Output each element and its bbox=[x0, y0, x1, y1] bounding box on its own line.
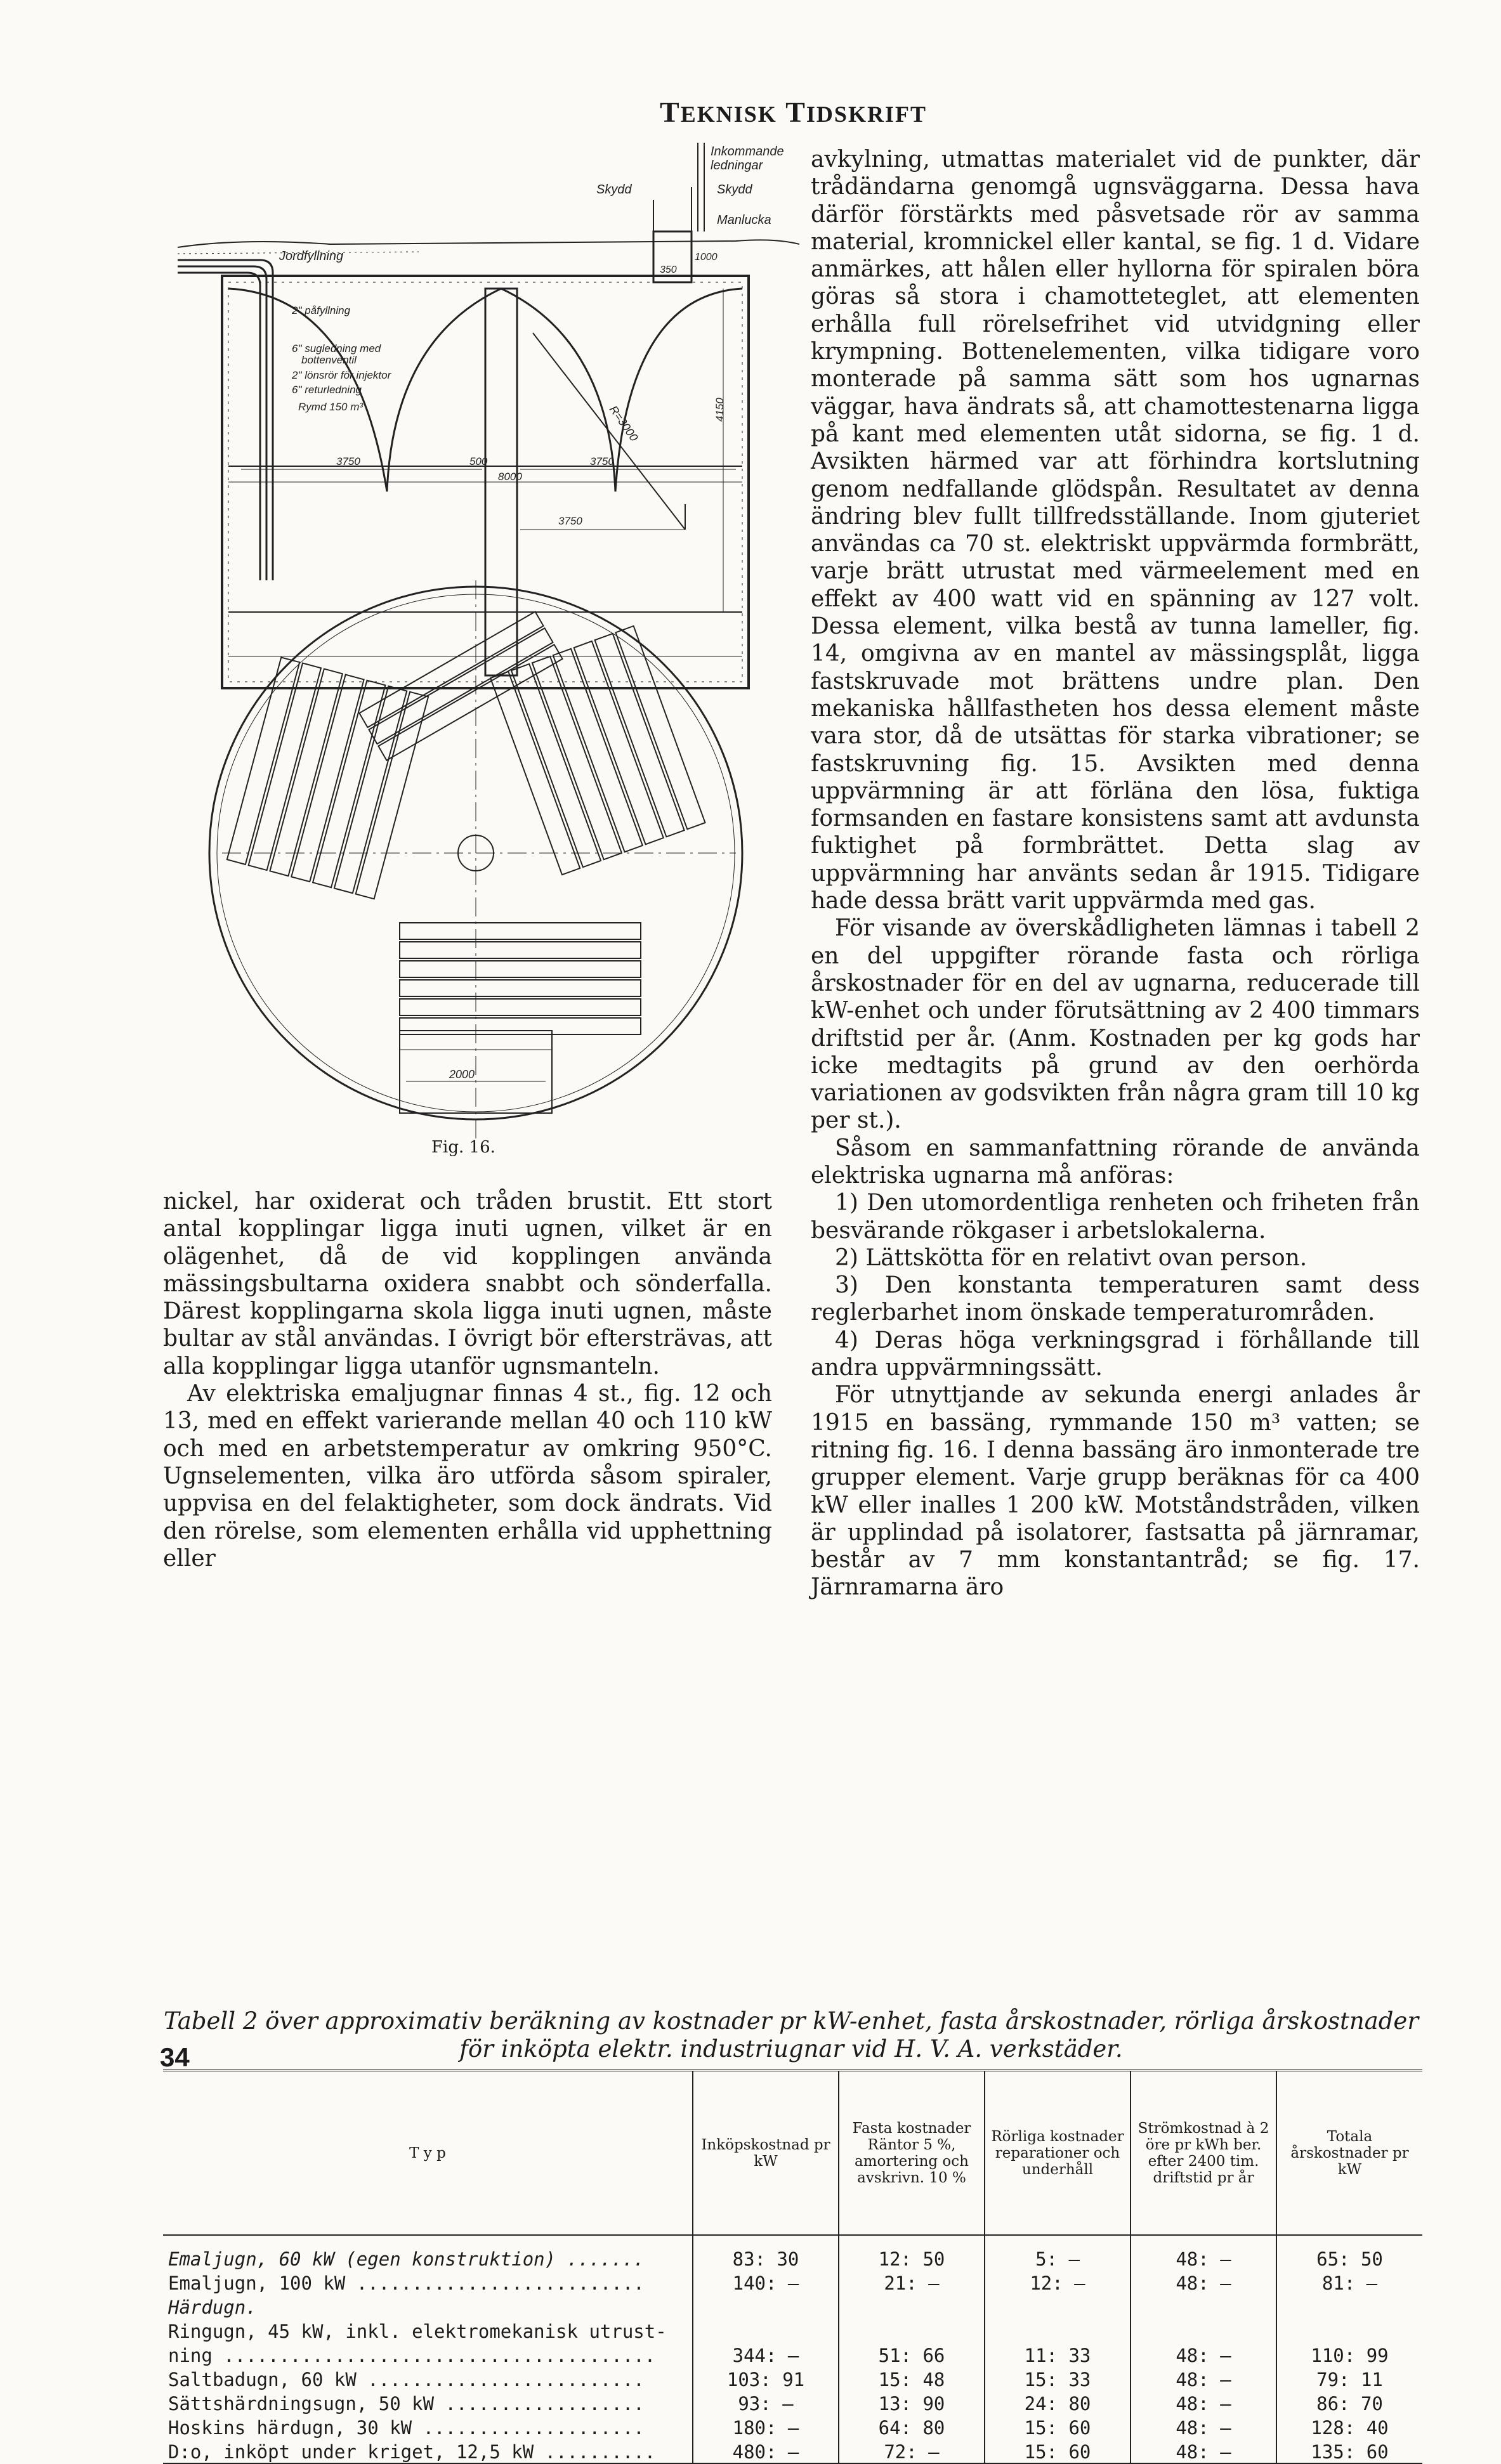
table-cell: 344: — bbox=[693, 2342, 839, 2366]
label-d1000: 1000 bbox=[695, 252, 718, 263]
label-skydd-right: Skydd bbox=[717, 183, 752, 197]
table-cell: 12: 50 bbox=[839, 2246, 985, 2270]
list-item: 4) Deras höga verkningsgrad i förhållande till andra uppvärmningssätt. bbox=[811, 1327, 1420, 1381]
table-cell: 83: 30 bbox=[693, 2246, 839, 2270]
table-cell-type: D:o, inköpt under kriget, 12,5 kW .......... bbox=[163, 2439, 693, 2463]
table-cell: 12: — bbox=[985, 2270, 1131, 2294]
column-header: Totala årskostnader pr kW bbox=[1276, 2070, 1422, 2235]
label-sugledning-1: 6" sugledning med bbox=[292, 342, 381, 355]
table-cell: 13: 90 bbox=[839, 2390, 985, 2415]
label-d4150: 4150 bbox=[714, 398, 726, 422]
table-cell-type: Saltbadugn, 60 kW ......................... bbox=[168, 2369, 645, 2390]
table-cell: 180: — bbox=[693, 2415, 839, 2439]
table-cell bbox=[693, 2294, 839, 2318]
table-cell: 5: — bbox=[985, 2246, 1131, 2270]
label-d2000: 2000 bbox=[449, 1068, 475, 1081]
table-row bbox=[163, 2246, 1422, 2270]
table-cell: 15: 60 bbox=[985, 2415, 1131, 2439]
right-column bbox=[811, 146, 1420, 1601]
label-d3750a: 3750 bbox=[336, 455, 360, 467]
table-cell bbox=[839, 2294, 985, 2318]
column-header: Fasta kostnader Räntor 5 %, amortering och avskrivn. 10 % bbox=[839, 2070, 985, 2235]
paragraph: Av elektriska emaljugnar finnas 4 st., fig. 12 och 13, med en effekt varierande mellan 40 och 110 kW och med en arbetstemperatur av omkring 950°C. Ugnselementen, vilka äro utförda såsom spiraler, uppvisa en del felaktigheter, som dock ändrats. Vid den rörelse, som elementen erhålla vid upphettning eller bbox=[163, 1381, 772, 1572]
table-row bbox=[163, 2439, 1422, 2463]
table-cell: 72: — bbox=[839, 2439, 985, 2463]
table-cell bbox=[693, 2318, 839, 2342]
label-manlucka: Manlucka bbox=[717, 213, 771, 227]
paragraph: För utnyttjande av sekunda energi anlades år 1915 en bassäng, rymmande 150 m³ vatten; se ritning fig. 16. I denna bassäng äro inmonterade tre grupper element. Varje grupp beräknas för ca 400 kW eller inalles 1 200 kW. Motståndstråden, vilken är upplindad på isolatorer, fastsatta på järnramar, består av 7 mm konstantantråd; se fig. 17. Järnramarna äro bbox=[811, 1382, 1420, 1601]
label-rymd: Rymd 150 m³ bbox=[298, 401, 364, 413]
label-inkommande: Inkommande bbox=[711, 145, 784, 159]
figure-caption: Fig. 16. bbox=[431, 1138, 495, 1157]
table-cell: 48: — bbox=[1131, 2342, 1276, 2366]
table-cell: 140: — bbox=[693, 2270, 839, 2294]
paragraph: avkylning, utmattas materialet vid de punkter, där trådändarna genomgå ugnsväggarna. Dessa hava därför förstärkts med påsvetsade rör av samma material, kromnickel eller kantal, se fig. 1 d. Vidare anmärkes, att hålen eller hyllorna för spiralen böra göras så stora i chamotteteglet, att elementen erhålla full rörelsefrihet vid utvidgning eller krympning. Bottenelementen, vilka tidigare voro monterade på samma sätt som hos ugnarnas väggar, hava ändrats så, att chamottestenarna ligga på kant med elementen utåt sidorna, se fig. 1 d. Avsikten härmed var att förhindra kortslutning genom nedfallande glödspån. Resultatet av denna ändring blev fullt tillfredsställande. Inom gjuteriet användas ca 70 st. elektriskt uppvärmda formbrätt, varje brätt utrustat med värmeelement med en effekt av 400 watt vid en spänning av 127 volt. Dessa element, vilka bestå av tunna lameller, fig. 14, omgivna av en mantel av mässingsplåt, ligga fastskruvade mot brättens undre plan. Den mekaniska hållfastheten hos dessa element måste vara stor, då de utsättas för starka vibrationer; se fastskruvning fig. 15. Avsikten med denna uppvärmning är att förläna den lösa, fuktiga formsanden en fastare konsistens samt att avdunsta fuktighet på formbrättet. Detta slag av uppvärmning har använts sedan år 1915. Tidigare hade dessa brätt varit uppvärmda med gas. bbox=[811, 147, 1420, 915]
table-row bbox=[163, 2342, 1422, 2366]
table-cell-type: Emaljugn, 60 kW (egen konstruktion) ....... bbox=[168, 2248, 645, 2270]
label-r3000: R=3000 bbox=[606, 403, 641, 444]
column-header: T y p bbox=[163, 2070, 693, 2235]
table-cell: 86: 70 bbox=[1276, 2390, 1422, 2415]
paragraph: nickel, har oxiderat och tråden brustit. Ett stort antal kopplingar ligga inuti ugnen, vilket är en olägenhet, då de vid kopplingen använda mässingsbultarna oxidera snabbt och sönderfalla. Därest kopplingarna skola ligga inuti ugnen, måste bultar av stål användas. I övrigt bör eftersträvas, att alla kopplingar ligga utanför ugnsmanteln. bbox=[163, 1189, 772, 1379]
table-cell: 93: — bbox=[693, 2390, 839, 2415]
table-cell-type: Emaljugn, 100 kW .......................... bbox=[168, 2272, 645, 2294]
table-cell bbox=[1276, 2294, 1422, 2318]
label-d500: 500 bbox=[469, 455, 488, 467]
table-cell bbox=[985, 2294, 1131, 2318]
label-pafyllning: 2" påfyllning bbox=[292, 304, 351, 316]
label-sugledning-2: bottenventil bbox=[301, 354, 357, 366]
label-d8000: 8000 bbox=[498, 471, 522, 483]
table-cell: 48: — bbox=[1131, 2415, 1276, 2439]
table-row bbox=[163, 2366, 1422, 2390]
table-cell bbox=[839, 2318, 985, 2342]
table-cell: 48: — bbox=[1131, 2270, 1276, 2294]
table-cell: 79: 11 bbox=[1276, 2366, 1422, 2390]
table-row bbox=[163, 2294, 1422, 2318]
label-d3750b: 3750 bbox=[590, 455, 614, 467]
table-cell: 128: 40 bbox=[1276, 2415, 1422, 2439]
label-skydd-left: Skydd bbox=[596, 183, 632, 197]
table-cell-type: Sättshärdningsugn, 50 kW .................. bbox=[168, 2393, 645, 2415]
table-cell: 48: — bbox=[1131, 2366, 1276, 2390]
column-header: Rörliga kostnader reparationer och underhåll bbox=[985, 2070, 1131, 2235]
column-header: Strömkostnad à 2 öre pr kWh ber. efter 2400 tim. driftstid pr år bbox=[1131, 2070, 1276, 2235]
left-column bbox=[163, 1188, 772, 1572]
table-cell: 11: 33 bbox=[985, 2342, 1131, 2366]
label-retur: 6" returledning bbox=[292, 384, 362, 396]
table-cell: 65: 50 bbox=[1276, 2246, 1422, 2270]
table-cell: 81: — bbox=[1276, 2270, 1422, 2294]
label-d3750c: 3750 bbox=[558, 515, 582, 527]
table bbox=[163, 2069, 1422, 2464]
table-cell bbox=[985, 2318, 1131, 2342]
label-luftror: 2" lönsrör för injektor bbox=[292, 369, 391, 381]
list-item: 2) Lättskötta för en relativt ovan person. bbox=[835, 1244, 1308, 1271]
table-row bbox=[163, 2318, 1422, 2342]
table-cell-type: Hoskins härdugn, 30 kW .................... bbox=[168, 2417, 645, 2439]
list-item: 3) Den konstanta temperaturen samt dess reglerbarhet inom önskade temperaturområden. bbox=[811, 1272, 1420, 1326]
table-cell-type: Ringugn, 45 kW, inkl. elektromekanisk utrust- bbox=[168, 2321, 667, 2342]
table-cell: 103: 91 bbox=[693, 2366, 839, 2390]
page-number: 34 bbox=[160, 2042, 190, 2072]
table-cell: 24: 80 bbox=[985, 2390, 1131, 2415]
table-cell: 51: 66 bbox=[839, 2342, 985, 2366]
journal-header: TEKNISK TIDSKRIFT bbox=[660, 96, 927, 128]
label-ledningar: ledningar bbox=[711, 159, 763, 173]
table-title: Tabell 2 över approximativ beräkning av kostnader pr kW-enhet, fasta årskostnader, rörliga årskostnader för inköpta elektr. industriugnar vid H. V. A. verkstäder. bbox=[163, 2007, 1419, 2063]
table-cell: 110: 99 bbox=[1276, 2342, 1422, 2366]
table-row bbox=[163, 2270, 1422, 2294]
cost-table bbox=[163, 2069, 1422, 2464]
table-cell bbox=[1131, 2318, 1276, 2342]
table-cell: 64: 80 bbox=[839, 2415, 985, 2439]
list-item: 1) Den utomordentliga renheten och friheten från besvärande rökgaser i arbetslokalerna. bbox=[811, 1190, 1420, 1244]
column-header: Inköpskostnad pr kW bbox=[693, 2070, 839, 2235]
table-cell: 480: — bbox=[693, 2439, 839, 2463]
figure-16-drawing bbox=[165, 136, 812, 1138]
table-cell: 21: — bbox=[839, 2270, 985, 2294]
table-cell: 15: 33 bbox=[985, 2366, 1131, 2390]
table-cell: 135: 60 bbox=[1276, 2439, 1422, 2463]
table-cell-type: Härdugn. bbox=[168, 2297, 257, 2318]
table-row bbox=[163, 2390, 1422, 2415]
label-d350: 350 bbox=[660, 264, 677, 275]
table-cell-type: ning ....................................... bbox=[168, 2345, 656, 2366]
table-cell: 48: — bbox=[1131, 2246, 1276, 2270]
paragraph: Såsom en sammanfattning rörande de använda elektriska ugnarna må anföras: bbox=[811, 1135, 1420, 1189]
table-cell: 15: 48 bbox=[839, 2366, 985, 2390]
paragraph: För visande av överskådligheten lämnas i tabell 2 en del uppgifter rörande fasta och rörliga årskostnader för en del av ugnarna, reducerade till kW-enhet och under förutsättning av 2 400 timmars driftstid per år. (Anm. Kostnaden per kg gods har icke medtagits på grund av den oerhörda variationen av godsvikten från några gram till 10 kg per st.). bbox=[811, 915, 1420, 1134]
table-cell bbox=[1131, 2294, 1276, 2318]
table-row bbox=[163, 2415, 1422, 2439]
label-jordfyllning: Jordfyllning bbox=[279, 249, 344, 263]
figure-16 bbox=[165, 136, 812, 1138]
table-cell: 15: 60 bbox=[985, 2439, 1131, 2463]
table-cell: 48: — bbox=[1131, 2439, 1276, 2463]
table-cell: 48: — bbox=[1131, 2390, 1276, 2415]
table-cell bbox=[1276, 2318, 1422, 2342]
